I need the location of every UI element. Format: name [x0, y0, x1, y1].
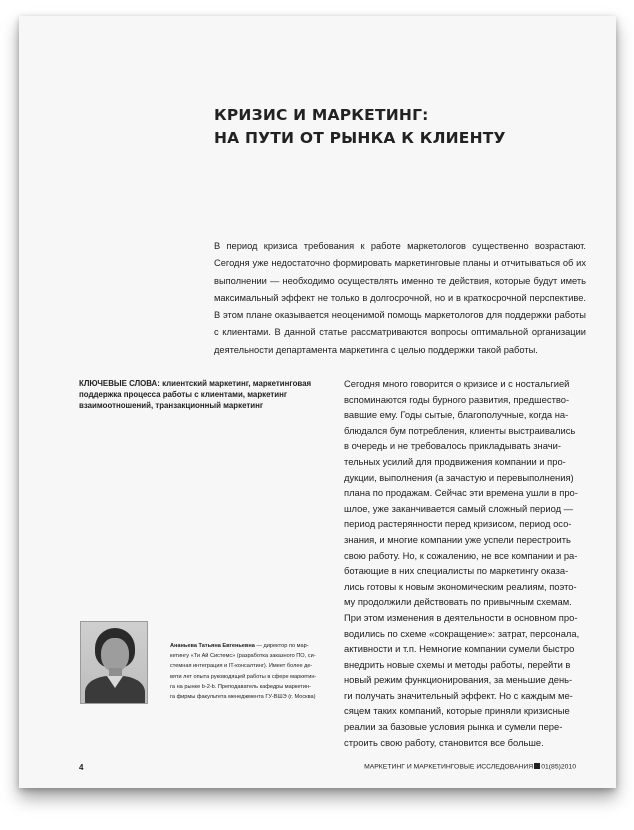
author-photo — [80, 621, 148, 704]
keywords: КЛЮЧЕВЫЕ СЛОВА: клиентский маркетинг, маркетинговая поддержка процесса работы с клиентами, маркетинг взаимоотношений, транзакционный маркетинг — [79, 379, 312, 411]
title-line-1: КРИЗИС И МАРКЕТИНГ: — [214, 106, 429, 124]
body-line: водились по схеме «сокращение»: затрат, персонала, — [344, 627, 580, 639]
body-line: новый режим функционирования, за меньшие день- — [344, 674, 573, 686]
body-line: плана по продажам. Сейчас эти времена ушли в про- — [344, 487, 578, 499]
journal-issue: 01(85)2010 — [541, 763, 576, 771]
journal-footer — [364, 763, 576, 771]
body-line: вспоминаются годы бурного развития, предшество- — [344, 393, 570, 405]
article-title — [214, 104, 594, 150]
body-line: реалии за базовые условия рынка и сумели пере- — [344, 721, 563, 733]
body-line: лись готовы к новым экономическим реалиям, поэто- — [344, 580, 577, 592]
body-line: свою работу. Но, к сожалению, не все компании и ра- — [344, 549, 578, 561]
body-line: вавшие ему. Годы сытые, благополучные, когда на- — [344, 409, 569, 421]
author-bio-line — [170, 641, 330, 651]
body-line: знания, и многие компании уже успели перестроить — [344, 533, 571, 545]
body-line: ботающие в них специалисты по маркетингу оказа- — [344, 565, 569, 577]
body-line: период растерянности перед кризисом, период осо- — [344, 518, 572, 530]
body-line: тельных усилий для продвижения компании и про- — [344, 455, 566, 467]
body-line: внедрить новые схемы и методы работы, перейти в — [344, 658, 571, 670]
square-separator-icon — [534, 763, 540, 769]
author-bio — [170, 641, 330, 702]
journal-name: МАРКЕТИНГ И МАРКЕТИНГОВЫЕ ИССЛЕДОВАНИЯ — [364, 763, 534, 771]
author-bio-line: кетингу «Ти Ай Системс» (разработка заказного ПО, си- — [170, 653, 316, 660]
author-bio-line: вяти лет опыта руководящей работы в сфере маркетин- — [170, 673, 317, 680]
body-line: шлое, уже заканчивается самый сложный период — — [344, 502, 574, 514]
author-bio-line: га на рынке b-2-b. Преподаватель кафедры маркетин- — [170, 683, 311, 690]
page-number: 4 — [79, 763, 84, 772]
body-line: му продолжили действовать по привычным схемам. — [344, 596, 572, 608]
body-line: ги получать значительный эффект. Но с каждым ме- — [344, 689, 573, 701]
body-line: в очередь и не требовалось прикладывать значи- — [344, 440, 561, 452]
journal-page — [19, 16, 616, 788]
article-lead: В период кризиса требования к работе маркетологов существенно возрастают. Сегодня уже недостаточно формировать маркетинговые планы и отчитываться об их выполнении — необходимо осуществлять именно те действия, которые будут иметь максимальный эффект не только в долгосрочной, но и в краткосрочной перспективе. В этом плане оказывается неоценимой помощь маркетологов для поддержки работы с клиентами. В данной статье рассматриваются вопросы оптимальной организации деятельности департамента маркетинга с целью поддержки такой работы. — [214, 241, 586, 355]
article-body — [344, 376, 596, 750]
author-bio-line: га фирмы факультета менеджмента ГУ-ВШЭ (г. Москва) — [170, 694, 316, 701]
author-bio-line: стемная интеграция и IT-консалтинг). Имеет более де- — [170, 663, 313, 670]
author-bio-first: — директор по мар- — [254, 643, 309, 649]
body-line: дукции, выполнения (а зачастую и перевыполнения) — [344, 471, 574, 483]
body-line: сяцем таких компаний, которые приняли кризисные — [344, 705, 570, 717]
body-line: строить свою работу, становится все больше. — [344, 736, 544, 748]
body-line: Сегодня много говорится о кризисе и с ностальгией — [344, 378, 570, 389]
body-line: блюдался бум потребления, клиенты выстраивались — [344, 424, 576, 436]
body-line: При этом изменения в деятельности в основном про- — [344, 611, 578, 623]
title-line-2: НА ПУТИ ОТ РЫНКА К КЛИЕНТУ — [214, 129, 506, 147]
author-name: Ананьева Татьяна Евгеньевна — [170, 643, 255, 649]
body-line: активности и т.п. Немногие компании сумели быстро — [344, 643, 575, 655]
